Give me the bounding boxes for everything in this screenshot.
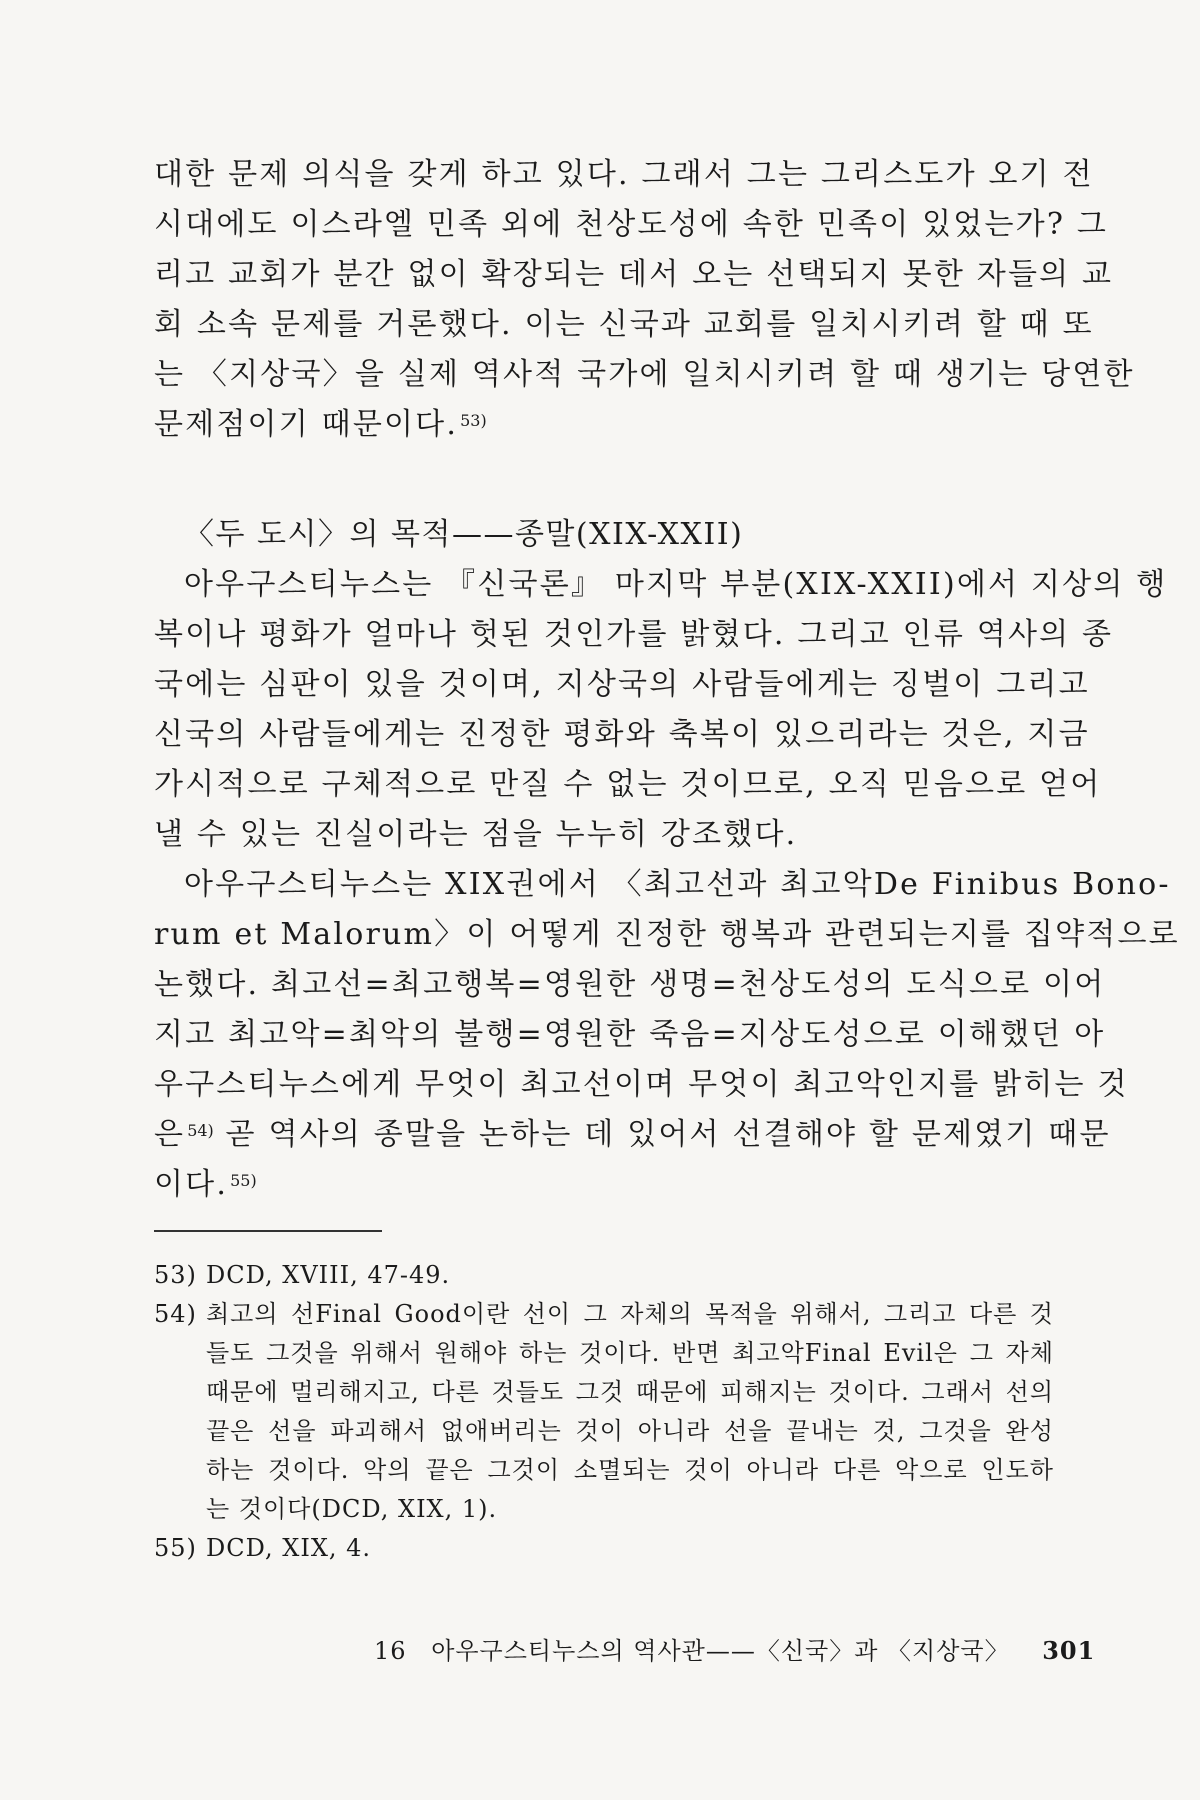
footnote-line: 하는 것이다. 악의 끝은 그것이 소멸되는 것이 아니라 다른 악으로 인도하 (206, 1456, 1054, 1484)
text-line: 우구스티누스에게 무엇이 최고선이며 무엇이 최고악인지를 밝히는 것 (154, 1067, 1129, 1102)
text-line: 리고 교회가 분간 없이 확장되는 데서 오는 선택되지 못한 자들의 교 (154, 257, 1114, 292)
text-line: 대한 문제 의식을 갖게 하고 있다. 그래서 그는 그리스도가 오기 전 (154, 157, 1094, 192)
text-line: 시대에도 이스라엘 민족 외에 천상도성에 속한 민족이 있었는가? 그 (154, 207, 1109, 242)
footnote-number: 53) (154, 1261, 197, 1289)
footnote-ref-55[interactable]: 55) (230, 1171, 257, 1190)
text-line-start: 은 (154, 1117, 186, 1152)
footnote-line: 는 것이다(DCD, XIX, 1). (206, 1495, 498, 1523)
text-line (154, 1110, 1111, 1160)
paragraph-3 (154, 860, 1180, 1210)
footnote-54 (154, 1295, 1054, 1529)
text-line: rum et Malorum〉이 어떻게 진정한 행복과 관련되는지를 집약적으로 (154, 917, 1180, 952)
footnote-ref-54[interactable]: 54) (187, 1121, 214, 1140)
text-line (154, 1160, 1054, 1210)
footnote-number: 55) (154, 1534, 197, 1562)
footnote-ref-53[interactable]: 53) (460, 411, 487, 430)
footnote-line: 들도 그것을 위해서 원해야 하는 것이다. 반면 최고악Final Evil은 그 자체 (206, 1339, 1054, 1367)
paragraph-2 (154, 560, 1168, 860)
paragraph-1 (154, 150, 1135, 450)
chapter-number: 16 (374, 1637, 407, 1665)
text-line: 아우구스티누스는 XIX권에서 〈최고선과 최고악De Finibus Bono- (184, 867, 1171, 902)
footnote-55 (154, 1529, 1054, 1568)
footnote-line: 최고의 선Final Good이란 선이 그 자체의 목적을 위해서, 그리고 다른 것 (206, 1300, 1054, 1328)
running-head (374, 1631, 1095, 1666)
text-line: 는 〈지상국〉을 실제 역사적 국가에 일치시키려 할 때 생기는 당연한 (154, 357, 1135, 392)
text-line-content: 문제점이기 때문이다. (154, 407, 459, 442)
text-line: 아우구스티누스는 『신국론』 마지막 부분(XIX-XXII)에서 지상의 행 (184, 567, 1168, 602)
section-gap (154, 450, 1054, 500)
footnote-line: DCD, XVIII, 47-49. (206, 1261, 451, 1289)
footnote-number: 54) (154, 1300, 197, 1328)
section-heading: 〈두 도시〉의 목적——종말(XIX-XXII) (184, 517, 744, 552)
text-line-content: 이다. (154, 1167, 229, 1202)
footnote-divider (154, 1230, 382, 1232)
footnote-53 (154, 1256, 1054, 1295)
page-number: 301 (1042, 1636, 1096, 1665)
text-line-end: 곧 역사의 종말을 논하는 데 있어서 선결해야 할 문제였기 때문 (213, 1117, 1111, 1152)
text-line (154, 400, 1054, 450)
text-line: 신국의 사람들에게는 진정한 평화와 축복이 있으리라는 것은, 지금 (154, 717, 1090, 752)
text-line: 회 소속 문제를 거론했다. 이는 신국과 교회를 일치시키려 할 때 또 (154, 307, 1094, 342)
footnote-line: 끝은 선을 파괴해서 없애버리는 것이 아니라 선을 끝내는 것, 그것을 완성 (206, 1417, 1054, 1445)
text-line: 낼 수 있는 진실이라는 점을 누누히 강조했다. (154, 817, 798, 852)
footnote-line: DCD, XIX, 4. (206, 1534, 372, 1562)
footnote-line: 때문에 멀리해지고, 다른 것들도 그것 때문에 피해지는 것이다. 그래서 선의 (206, 1378, 1054, 1406)
footnotes (154, 1256, 1054, 1568)
text-line: 논했다. 최고선=최고행복=영원한 생명=천상도성의 도식으로 이어 (154, 967, 1106, 1002)
text-line: 국에는 심판이 있을 것이며, 지상국의 사람들에게는 징벌이 그리고 (154, 667, 1090, 702)
text-line: 복이나 평화가 얼마나 헛된 것인가를 밝혔다. 그리고 인류 역사의 종 (154, 617, 1114, 652)
text-line: 지고 최고악=최악의 불행=영원한 죽음=지상도성으로 이해했던 아 (154, 1017, 1106, 1052)
text-line: 가시적으로 구체적으로 만질 수 없는 것이므로, 오직 믿음으로 얻어 (154, 767, 1102, 802)
chapter-title: 아우구스티누스의 역사관——〈신국〉과 〈지상국〉 (431, 1637, 1010, 1665)
